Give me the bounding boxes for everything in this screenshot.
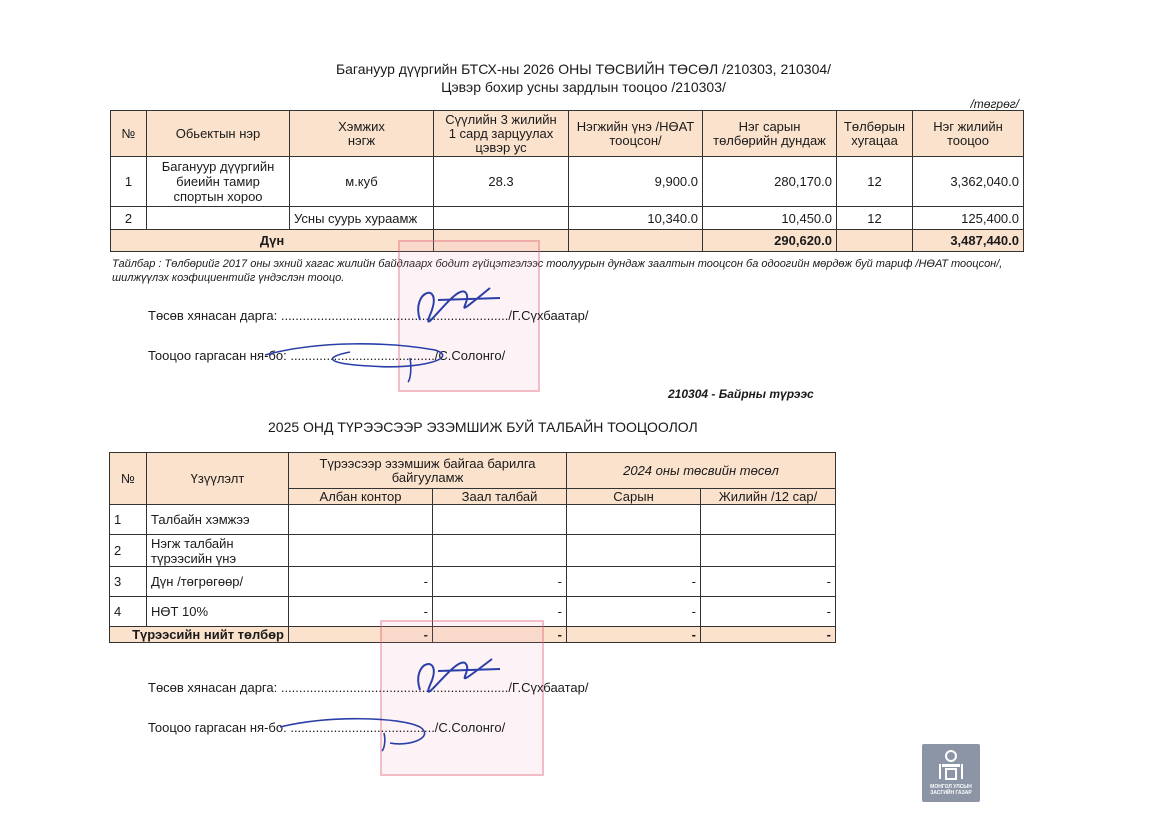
signature-line-accountant: Тооцоо гаргасан ня-бо: ......................................../С.Солонго/ — [148, 348, 506, 363]
signature-line-accountant: Тооцоо гаргасан ня-бо: ......................................../С.Солонго/ — [148, 720, 506, 735]
table-row — [111, 157, 1024, 207]
signature-line-head: Төсөв хянасан дарга: .............................................................../Г.Сүхбаатар/ — [148, 680, 589, 695]
cell-year: - — [701, 597, 836, 627]
col-header-office: Албан контор — [289, 489, 433, 505]
col-header-monthly: Нэг сарын төлбөрийн дундаж — [703, 111, 837, 157]
cell-yearly: 125,400.0 — [913, 207, 1024, 230]
table-row — [110, 567, 836, 597]
cell-price: 10,340.0 — [569, 207, 703, 230]
total-monthly: 290,620.0 — [703, 230, 837, 252]
col-header-term: Төлбөрын хугацаа — [837, 111, 913, 157]
cell-office — [289, 505, 433, 535]
handwritten-signature — [260, 270, 520, 390]
cell-hall: - — [433, 567, 567, 597]
col-header-unit: Хэмжих нэгж — [290, 111, 434, 157]
cell-month: - — [567, 597, 701, 627]
footnote: Тайлбар : Төлбөрийг 2017 оны эхний хагас жилийн байдлаарх бодит гүйцэтгэлээс тоолуурын дундаж заалтын тооцсон ба одоогийн мөрдөж буй тариф /НӨАТ тооцсон/, шилжүүлэх коэфициентийг үндэслэн тооцо. — [112, 258, 1003, 284]
total-office: - — [289, 627, 433, 643]
total-yearly: 3,487,440.0 — [913, 230, 1024, 252]
cell-item: Дүн /төгрөгөөр/ — [147, 567, 289, 597]
cell-no: 2 — [110, 535, 147, 567]
col-header-hall: Заал талбай — [433, 489, 567, 505]
col-header-no: № — [111, 111, 147, 157]
water-cost-table — [110, 110, 1024, 252]
col-header-item: Үзүүлэлт — [147, 453, 289, 505]
cell-hall — [433, 505, 567, 535]
cell-office: - — [289, 567, 433, 597]
cell-hall: - — [433, 597, 567, 627]
cell-object — [147, 207, 290, 230]
cell-term: 12 — [837, 157, 913, 207]
cell-item: Талбайн хэмжээ — [147, 505, 289, 535]
cell-unit: м.куб — [290, 157, 434, 207]
handwritten-signature — [260, 645, 520, 755]
rental-area-table — [109, 452, 836, 643]
table-header-row — [110, 453, 836, 489]
cell-hall — [433, 535, 567, 567]
cell-item: НӨТ 10% — [147, 597, 289, 627]
cell-month: - — [567, 567, 701, 597]
col-header-object: Обьектын нэр — [147, 111, 290, 157]
government-logo — [922, 744, 980, 802]
col-header-no: № — [110, 453, 147, 505]
table-row — [110, 505, 836, 535]
cell-year — [701, 535, 836, 567]
cell-yearly: 3,362,040.0 — [913, 157, 1024, 207]
soyombo-icon — [922, 744, 980, 784]
signature-line-head: Төсөв хянасан дарга: .............................................................../Г.Сүхбаатар/ — [148, 308, 589, 323]
cell-month — [567, 535, 701, 567]
cell-unit: Усны суурь хураамж — [290, 207, 434, 230]
table-header-row — [111, 111, 1024, 157]
col-header-budget: 2024 оны төсвийн төсөл — [567, 453, 836, 489]
logo-text: МОНГОЛ УЛСЫН ЗАСГИЙН ГАЗАР — [930, 784, 972, 796]
col-header-month: Сарын — [567, 489, 701, 505]
cell-no: 1 — [110, 505, 147, 535]
cell-item: Нэгж талбайн түрээсийн үнэ — [147, 535, 289, 567]
cell-water — [434, 207, 569, 230]
total-month: - — [567, 627, 701, 643]
cell-year — [701, 505, 836, 535]
currency-unit: /төгрөг/ — [970, 97, 1019, 111]
col-header-building: Түрээсээр эзэмшиж байгаа барилга байгууламж — [289, 453, 567, 489]
cell-month — [567, 505, 701, 535]
cell-term: 12 — [837, 207, 913, 230]
cell-object: Багануур дүүргийн биеийн тамир спортын хороо — [147, 157, 290, 207]
rent-section-title: 2025 ОНД ТҮРЭЭСЭЭР ЭЗЭМШИЖ БУЙ ТАЛБАЙН ТООЦООЛОЛ — [268, 419, 698, 435]
col-header-water: Сүүлийн 3 жилийн 1 сард зарцуулах цэвэр ус — [434, 111, 569, 157]
table-row — [110, 535, 836, 567]
total-hall: - — [433, 627, 567, 643]
total-label: Түрээсийн нийт төлбөр — [110, 627, 289, 643]
cell-price: 9,900.0 — [569, 157, 703, 207]
total-empty — [837, 230, 913, 252]
document-subtitle: Цэвэр бохир усны зардлын тооцоо /210303/ — [441, 79, 726, 95]
table-row — [111, 207, 1024, 230]
cell-no: 2 — [111, 207, 147, 230]
cell-no: 3 — [110, 567, 147, 597]
cell-monthly: 280,170.0 — [703, 157, 837, 207]
total-year: - — [701, 627, 836, 643]
table-total-row — [111, 230, 1024, 252]
section-code: 210304 - Байрны түрээс — [668, 387, 814, 401]
col-header-yearly: Нэг жилийн тооцоо — [913, 111, 1024, 157]
total-label: Дүн — [111, 230, 434, 252]
cell-water: 28.3 — [434, 157, 569, 207]
cell-no: 4 — [110, 597, 147, 627]
document-title: Багануур дүүргийн БТСХ-ны 2026 ОНЫ ТӨСВИЙН ТӨСӨЛ /210303, 210304/ — [335, 61, 832, 77]
col-header-year: Жилийн /12 сар/ — [701, 489, 836, 505]
total-empty — [569, 230, 703, 252]
col-header-price: Нэгжийн үнэ /НӨАТ тооцсон/ — [569, 111, 703, 157]
cell-monthly: 10,450.0 — [703, 207, 837, 230]
cell-office: - — [289, 597, 433, 627]
cell-year: - — [701, 567, 836, 597]
cell-office — [289, 535, 433, 567]
cell-no: 1 — [111, 157, 147, 207]
